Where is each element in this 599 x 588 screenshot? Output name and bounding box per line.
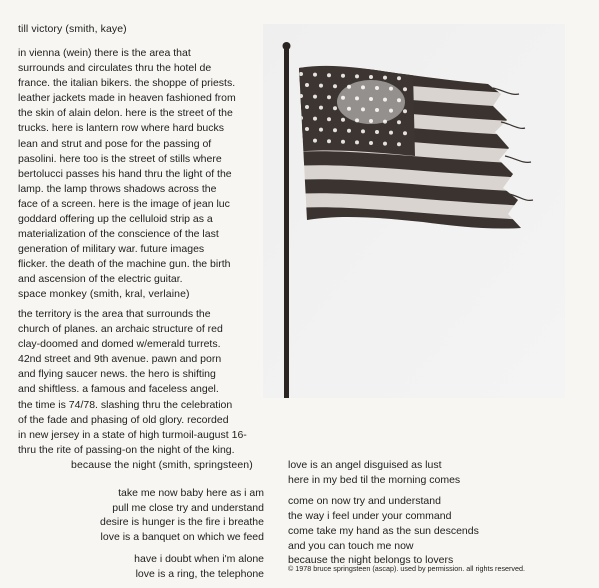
flag-star	[375, 130, 379, 134]
flag-star	[333, 106, 337, 110]
lyric-line: church of planes. an archaic structure of red	[18, 323, 223, 336]
flag-star	[319, 128, 323, 132]
flag-star	[313, 73, 317, 77]
flag-star	[383, 76, 387, 80]
flag-star	[313, 95, 317, 99]
lyric-line: love is an angel disguised as lust	[288, 459, 442, 471]
lyric-line: pull me close try and understand	[112, 501, 264, 514]
lyric-line: leather jackets made in heaven fashioned from	[18, 92, 236, 105]
pole-finial	[283, 42, 291, 50]
lyric-line: 42nd street and 9th avenue. pawn and porn	[18, 353, 222, 366]
lyric-line: clay-doomed and domed w/emerald turrets.	[18, 338, 221, 351]
lyric-line: surrounds and circulates thru the hotel de	[18, 62, 212, 75]
lyric-line: the territory is the area that surrounds the	[18, 308, 211, 320]
lyric-line: love is a banquet on which we feed	[100, 531, 264, 544]
flag-star	[341, 118, 345, 122]
lyric-line: desire is hunger is the fire i breathe	[99, 516, 264, 529]
lyric-line: lamp. the lamp throws shadows across the	[18, 182, 217, 195]
song-title-space-monkey: space monkey (smith, kral, verlaine)	[18, 288, 190, 300]
flag-star	[397, 142, 401, 146]
flag-star	[369, 75, 373, 79]
lyric-line: the time is 74/78. slashing thru the celebration	[18, 398, 233, 411]
lyrics-because-the-night-left	[34, 486, 264, 581]
flag-image	[263, 24, 565, 398]
flag-star	[403, 131, 407, 135]
lyric-line: pasolini. here too is the street of stills where	[18, 152, 222, 165]
lyric-line: lean and strut and pose for the passing of	[18, 137, 212, 150]
flag-star	[305, 83, 309, 87]
lyrics-space-monkey	[18, 307, 247, 458]
flag-star	[327, 95, 331, 99]
lyric-line: the way i feel under your command	[288, 510, 452, 523]
lyric-line: materialization of the conscience of the last	[18, 228, 219, 241]
flag-star	[361, 129, 365, 133]
flag-star	[313, 117, 317, 121]
stanza	[34, 552, 264, 581]
lyrics-till-victory	[18, 46, 236, 288]
song-title-till-victory: till victory (smith, kaye)	[18, 23, 127, 35]
lyric-line: of the fade and phasing of old glory. recorded	[18, 413, 229, 426]
flag-star	[319, 84, 323, 88]
lyric-line: and flying saucer news. the hero is shifting	[18, 368, 216, 381]
stanza	[288, 494, 479, 568]
lyric-line: and you can touch me now	[288, 539, 414, 552]
lyric-line: come on now try and understand	[288, 495, 441, 508]
lyric-line: in vienna (wein) there is the area that	[18, 47, 191, 59]
flag-star	[397, 120, 401, 124]
lyric-line: in new jersey in a state of high turmoil-august 16-	[18, 428, 247, 441]
lyric-line: come take my hand as the sun descends	[288, 524, 479, 537]
flag-star	[327, 73, 331, 77]
copyright-notice: © 1978 bruce springsteen (ascap). used by permission. all rights reserved.	[288, 564, 526, 573]
flag-star	[403, 109, 407, 113]
lyric-line: trucks. here is lantern row where hard bucks	[18, 122, 225, 135]
lyric-line: here in my bed til the morning comes	[288, 473, 461, 486]
lyric-line: goddard offering up the celluloid strip as a	[18, 213, 213, 226]
lyric-line: generation of military war. future images	[18, 243, 205, 256]
flag-star	[313, 139, 317, 143]
lyric-line: take me now baby here as i am	[118, 487, 264, 499]
flag-star	[333, 128, 337, 132]
flag-star	[299, 72, 303, 76]
flag-star	[305, 105, 309, 109]
flagpole	[284, 48, 289, 398]
flag-star	[403, 87, 407, 91]
lyric-line: and ascension of the electric guitar.	[18, 273, 183, 286]
flag-star	[369, 141, 373, 145]
flag-star	[383, 142, 387, 146]
flag-star	[341, 74, 345, 78]
lyric-line: the skin of alain delon. here is the street of the	[18, 107, 233, 120]
lyric-line: france. the italian bikers. the shoppe of priests.	[18, 77, 236, 90]
flag-star	[327, 139, 331, 143]
flag-photograph	[263, 24, 565, 398]
flag-star	[333, 84, 337, 88]
lyric-line: bertolucci passes his hand thru the light of the	[18, 167, 232, 180]
lyric-line: and shiftless. a famous and faceless angel.	[18, 383, 219, 396]
lyric-line: have i doubt when i'm alone	[134, 552, 264, 565]
lyric-line: face of a screen. here is the image of jean luc	[18, 197, 230, 210]
flag-star	[347, 129, 351, 133]
lyric-line: love is a ring, the telephone	[135, 567, 264, 580]
flag-star	[305, 127, 309, 131]
flag-star	[397, 76, 401, 80]
lyric-line: because the night belongs to lovers	[288, 554, 454, 567]
flag-star	[389, 131, 393, 135]
flag-star	[355, 74, 359, 78]
lyrics-because-the-night-right	[288, 458, 479, 568]
stanza	[34, 486, 264, 545]
lyric-line: thru the rite of passing-on the night of the king.	[18, 443, 235, 456]
song-title-because-the-night: because the night (smith, springsteen)	[71, 459, 253, 471]
stanza	[288, 458, 479, 487]
flag-star	[327, 117, 331, 121]
flag-star	[355, 140, 359, 144]
flag-star	[341, 140, 345, 144]
lyric-line: flicker. the death of the machine gun. the birth	[18, 258, 231, 271]
flag-star	[319, 106, 323, 110]
